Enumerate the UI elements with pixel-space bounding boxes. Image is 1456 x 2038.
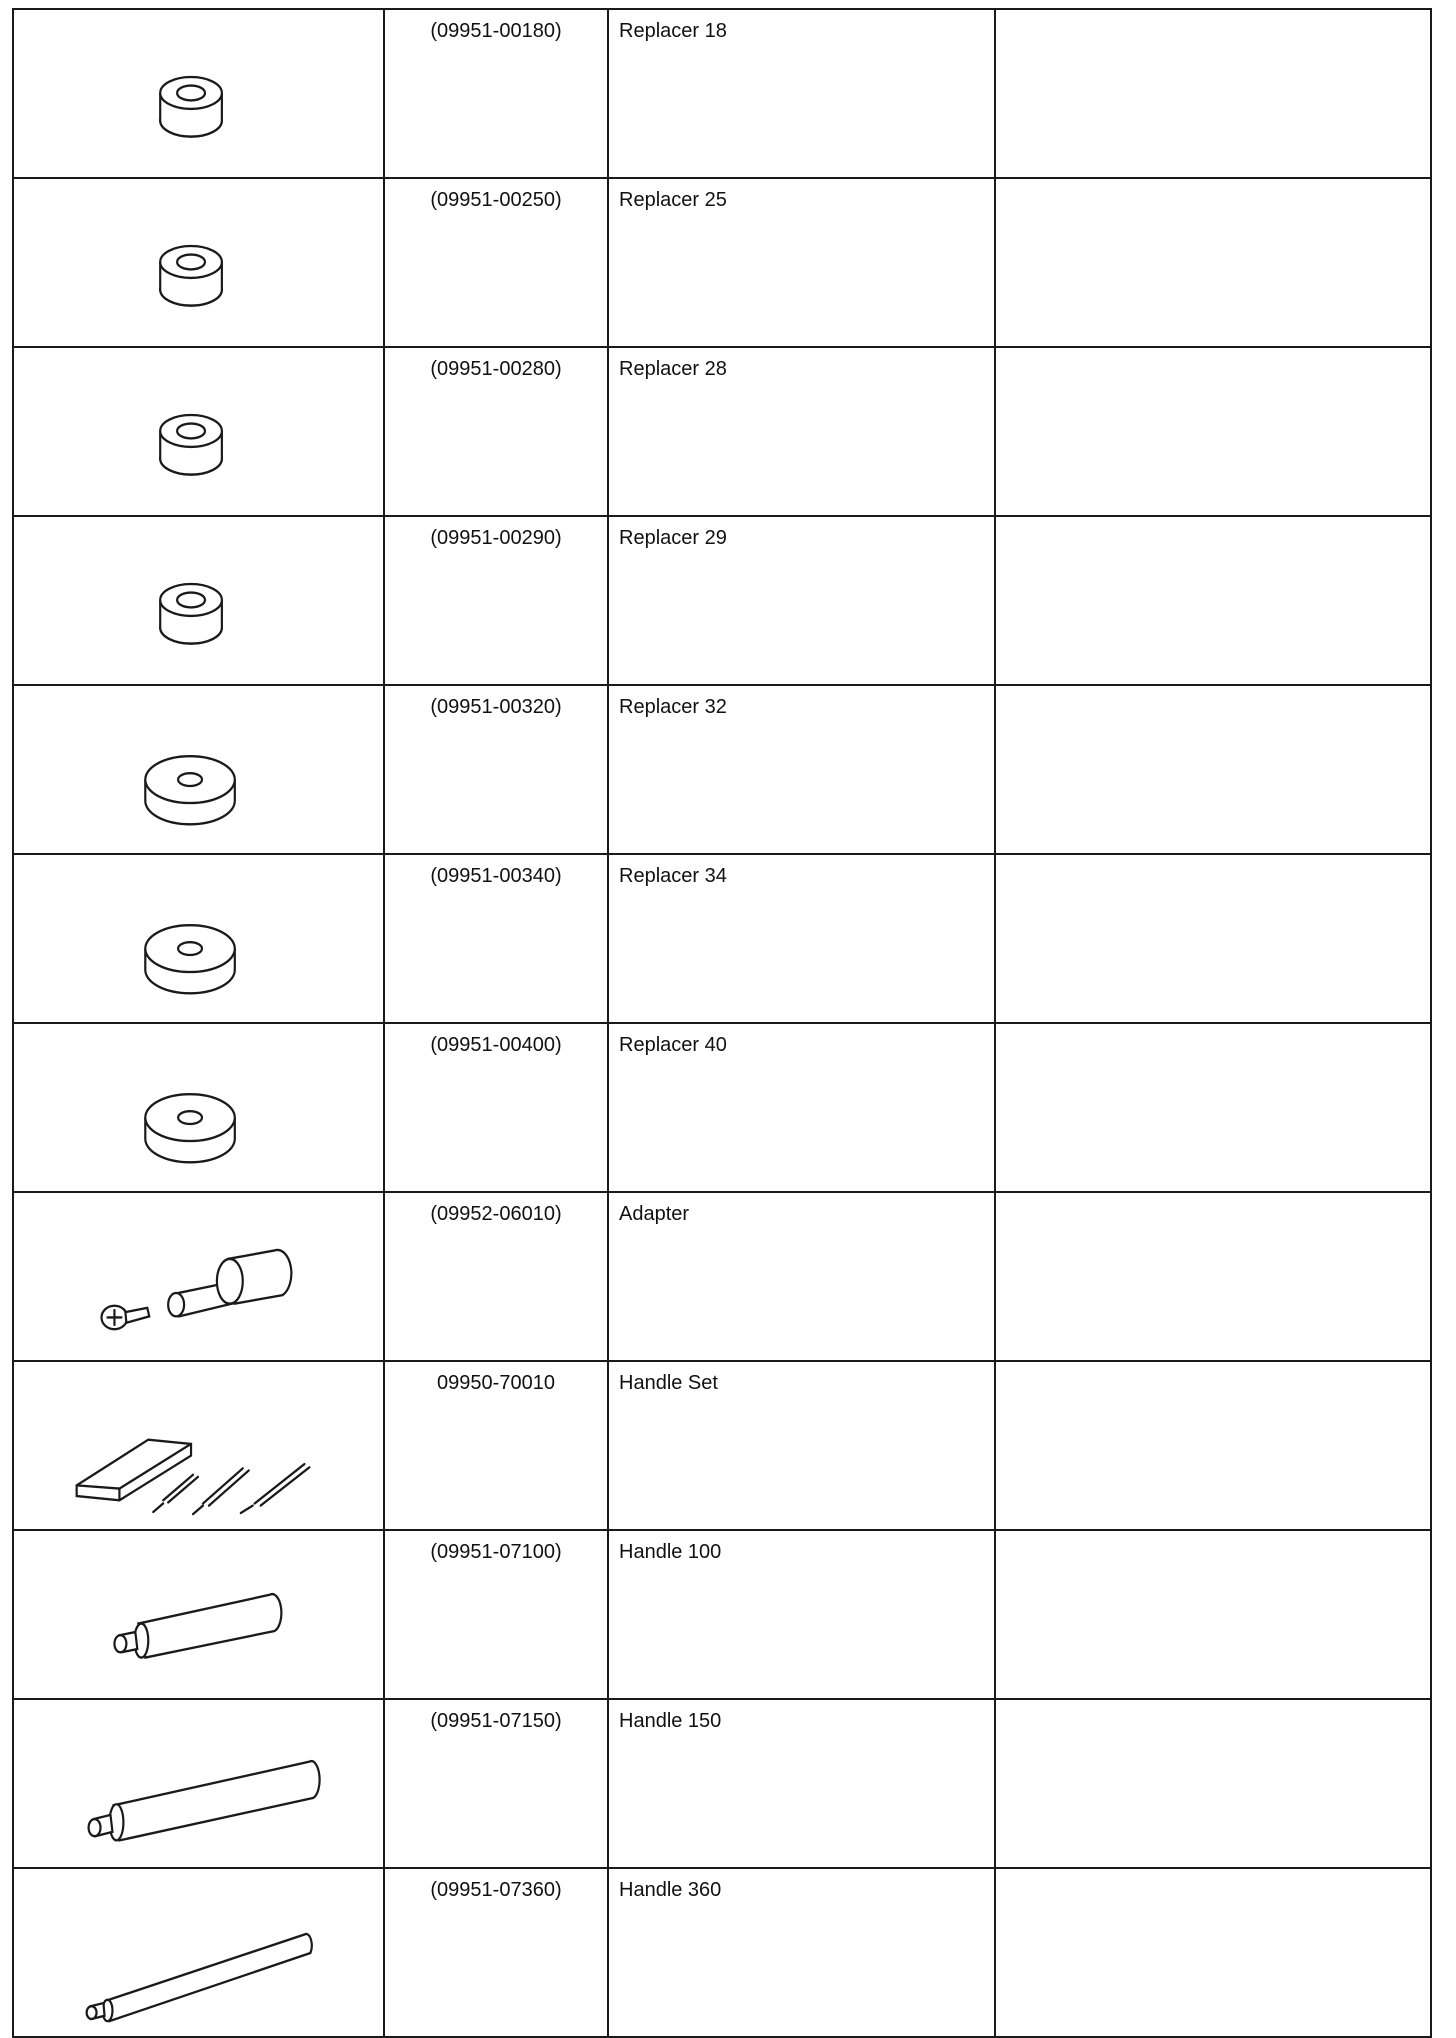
tool-name: Handle 150 bbox=[608, 1699, 995, 1868]
notes-cell bbox=[995, 9, 1431, 178]
part-number: (09951-00280) bbox=[384, 347, 608, 516]
handle-set-icon bbox=[14, 1362, 383, 1529]
tool-illustration-cell bbox=[13, 1868, 384, 2037]
tool-name: Adapter bbox=[608, 1192, 995, 1361]
notes-cell bbox=[995, 1699, 1431, 1868]
handle-long-icon bbox=[14, 1869, 383, 2036]
notes-cell bbox=[995, 854, 1431, 1023]
notes-cell bbox=[995, 685, 1431, 854]
handle-medium-icon bbox=[14, 1700, 383, 1867]
tool-illustration-cell bbox=[13, 685, 384, 854]
part-number: (09951-00250) bbox=[384, 178, 608, 347]
special-tools-table bbox=[12, 8, 1432, 2038]
replacer-ring-icon bbox=[14, 179, 383, 346]
replacer-ring-icon bbox=[14, 10, 383, 177]
notes-cell bbox=[995, 1023, 1431, 1192]
part-number: 09950-70010 bbox=[384, 1361, 608, 1530]
tool-row bbox=[13, 854, 1431, 1023]
replacer-ring-icon bbox=[14, 348, 383, 515]
notes-cell bbox=[995, 178, 1431, 347]
notes-cell bbox=[995, 347, 1431, 516]
part-number: (09951-07150) bbox=[384, 1699, 608, 1868]
tool-name: Replacer 18 bbox=[608, 9, 995, 178]
tool-row bbox=[13, 685, 1431, 854]
replacer-ring-large-icon bbox=[14, 1024, 383, 1191]
part-number: (09951-00180) bbox=[384, 9, 608, 178]
tool-illustration-cell bbox=[13, 1530, 384, 1699]
tool-row bbox=[13, 9, 1431, 178]
special-tools-table-body bbox=[13, 9, 1431, 2037]
tool-illustration-cell bbox=[13, 347, 384, 516]
notes-cell bbox=[995, 1530, 1431, 1699]
tool-illustration-cell bbox=[13, 516, 384, 685]
part-number: (09951-07100) bbox=[384, 1530, 608, 1699]
part-number: (09951-07360) bbox=[384, 1868, 608, 2037]
notes-cell bbox=[995, 1868, 1431, 2037]
tool-name: Replacer 25 bbox=[608, 178, 995, 347]
adapter-icon bbox=[14, 1193, 383, 1360]
tool-illustration-cell bbox=[13, 1699, 384, 1868]
part-number: (09951-00320) bbox=[384, 685, 608, 854]
tool-row bbox=[13, 1530, 1431, 1699]
tool-name: Replacer 40 bbox=[608, 1023, 995, 1192]
tool-illustration-cell bbox=[13, 1023, 384, 1192]
part-number: (09952-06010) bbox=[384, 1192, 608, 1361]
notes-cell bbox=[995, 1192, 1431, 1361]
replacer-ring-large-icon bbox=[14, 855, 383, 1022]
tool-name: Handle 360 bbox=[608, 1868, 995, 2037]
part-number: (09951-00340) bbox=[384, 854, 608, 1023]
tool-row bbox=[13, 516, 1431, 685]
part-number: (09951-00290) bbox=[384, 516, 608, 685]
tool-illustration-cell bbox=[13, 1361, 384, 1530]
tool-row bbox=[13, 347, 1431, 516]
tool-name: Replacer 34 bbox=[608, 854, 995, 1023]
tool-row bbox=[13, 1699, 1431, 1868]
tool-name: Handle Set bbox=[608, 1361, 995, 1530]
notes-cell bbox=[995, 516, 1431, 685]
tool-row bbox=[13, 1192, 1431, 1361]
part-number: (09951-00400) bbox=[384, 1023, 608, 1192]
tool-row bbox=[13, 178, 1431, 347]
tool-row bbox=[13, 1361, 1431, 1530]
tool-row bbox=[13, 1868, 1431, 2037]
tool-name: Replacer 29 bbox=[608, 516, 995, 685]
tool-name: Handle 100 bbox=[608, 1530, 995, 1699]
tool-name: Replacer 28 bbox=[608, 347, 995, 516]
tool-illustration-cell bbox=[13, 9, 384, 178]
tool-name: Replacer 32 bbox=[608, 685, 995, 854]
tool-illustration-cell bbox=[13, 1192, 384, 1361]
handle-short-icon bbox=[14, 1531, 383, 1698]
replacer-ring-icon bbox=[14, 517, 383, 684]
notes-cell bbox=[995, 1361, 1431, 1530]
tool-row bbox=[13, 1023, 1431, 1192]
replacer-ring-large-icon bbox=[14, 686, 383, 853]
tool-illustration-cell bbox=[13, 854, 384, 1023]
tool-illustration-cell bbox=[13, 178, 384, 347]
